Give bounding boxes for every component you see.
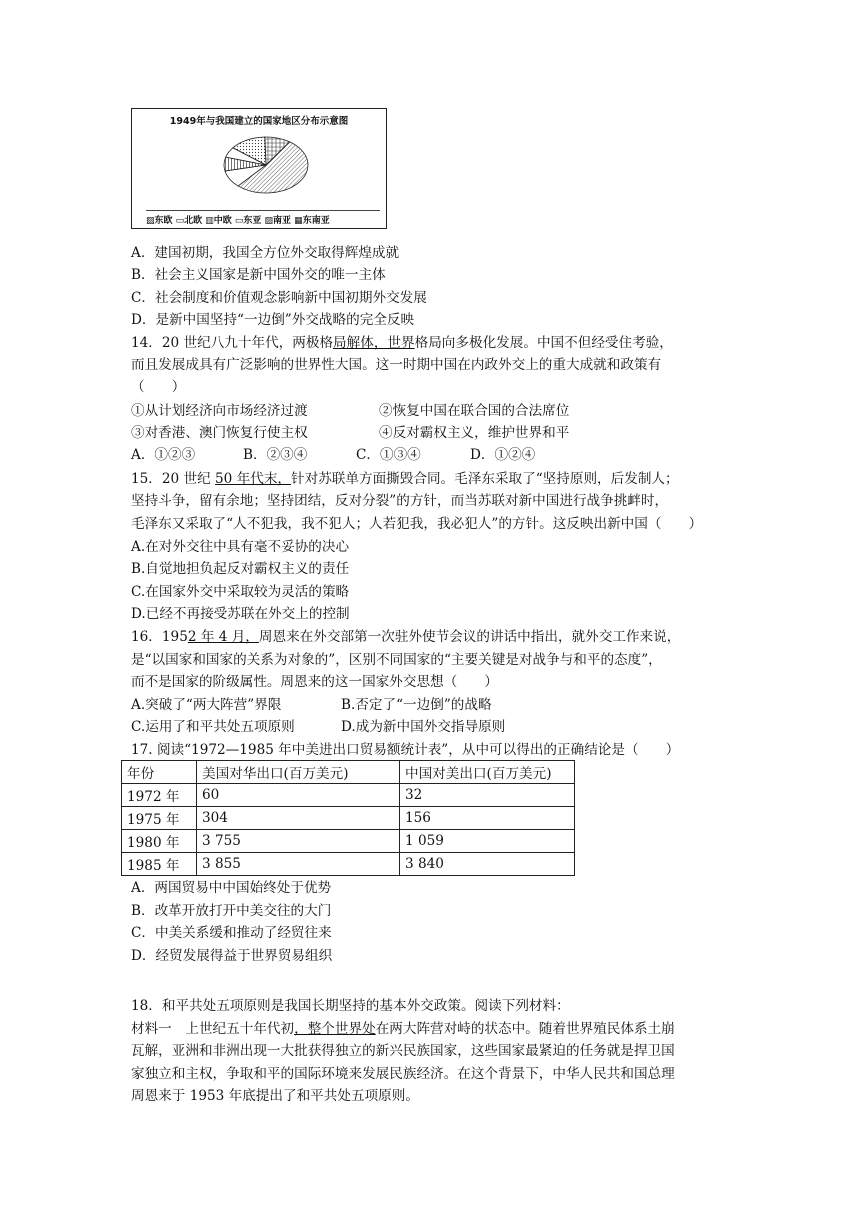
q15-option-b: B.自觉地担负起反对霸权主义的责任 xyxy=(131,561,350,577)
q17-option-d: D．经贸发展得益于世界贸易组织 xyxy=(131,948,333,964)
table-header-cell: 中国对美出口(百万美元) xyxy=(400,761,575,784)
table-header-cell: 年份 xyxy=(122,761,197,784)
q14-stem-line1: 14．20 世纪八九十年代，两极格局解体，世界格局向多极化发展。中国不但经受住考验， xyxy=(131,335,673,351)
table-cell: 1975 年 xyxy=(122,807,197,830)
pie-chart xyxy=(218,133,314,197)
q18-material-line4: 周恩来于 1953 年底提出了和平共处五项原则。 xyxy=(131,1088,419,1104)
q13-option-b: B．社会主义国家是新中国外交的唯一主体 xyxy=(131,267,386,283)
q15-option-c: C.在国家外交中采取较为灵活的策略 xyxy=(131,584,350,600)
q14-item-3: ③对香港、澳门恢复行使主权 xyxy=(131,425,308,441)
q18-material-line1: 材料一 上世纪五十年代初，整个世界处在两大阵营对峙的状态中。随着世界殖民体系土崩 xyxy=(131,1021,675,1037)
table-row xyxy=(122,853,575,876)
q18-stem: 18．和平共处五项原则是我国长期坚持的基本外交政策。阅读下列材料： xyxy=(131,998,570,1014)
table-cell: 32 xyxy=(400,784,575,807)
q14-option-d: D．①②④ xyxy=(470,447,536,463)
table-cell: 60 xyxy=(197,784,400,807)
table-cell: 3 840 xyxy=(400,853,575,876)
figure-title: 1949年与我国建立的国家地区分布示意图 xyxy=(169,116,349,127)
q15-stem-line3: 毛泽东又采取了“人不犯我，我不犯人；人若犯我，我必犯人”的方针。这反映出新中国（ ） xyxy=(131,516,703,532)
q14-stem-line2: 而且发展成具有广泛影响的世界性大国。这一时期中国在内政外交上的重大成就和政策有 xyxy=(131,357,662,373)
q15-option-d: D.已经不再接受苏联在外交上的控制 xyxy=(131,606,350,622)
table-cell: 1 059 xyxy=(400,830,575,853)
table-header-cell: 美国对华出口(百万美元) xyxy=(197,761,400,784)
q14-item-1: ①从计划经济向市场经济过渡 xyxy=(131,403,308,419)
q18-material-line3: 家独立和主权，争取和平的国际环境来发展民族经济。在这个背景下，中华人民共和国总理 xyxy=(131,1066,675,1082)
q17-stem: 17. 阅读“1972—1985 年中美进出口贸易额统计表”，从中可以得出的正确结论是（ ） xyxy=(131,742,680,758)
q14-option-b: B．②③④ xyxy=(243,447,308,463)
table-row xyxy=(122,784,575,807)
q16-option-b: B.否定了“一边倒”的战略 xyxy=(341,697,492,713)
table-row xyxy=(122,807,575,830)
q14-option-c: C．①③④ xyxy=(356,447,421,463)
q16-option-d: D.成为新中国外交指导原则 xyxy=(341,719,506,735)
table-cell: 1972 年 xyxy=(122,784,197,807)
q14-item-2: ②恢复中国在联合国的合法席位 xyxy=(379,403,570,419)
q17-option-c: C．中美关系缓和推动了经贸往来 xyxy=(131,925,332,941)
q14-item-4: ④反对霸权主义，维护世界和平 xyxy=(379,425,570,441)
q16-stem-line3: 而不是国家的阶级属性。周恩来的这一国家外交思想（ ） xyxy=(131,674,499,690)
table-cell: 304 xyxy=(197,807,400,830)
q13-option-c: C．社会制度和价值观念影响新中国初期外交发展 xyxy=(131,290,427,306)
figure-legend: ▨东欧 ▭北欧 ▥中欧 ▭东亚 ▨南亚 ▦东南亚 xyxy=(146,210,380,226)
table-cell: 3 855 xyxy=(197,853,400,876)
q15-stem-line1: 15．20 世纪 50 年代末，针对苏联单方面撕毁合同。毛泽东采取了“坚持原则，后发制人； xyxy=(131,471,679,487)
q15-stem-line2: 坚持斗争，留有余地；坚持团结，反对分裂”的方针，而当苏联对新中国进行战争挑衅时， xyxy=(131,493,669,509)
q16-option-a: A.突破了“两大阵营”界限 xyxy=(131,697,282,713)
q16-stem-line1: 16．1952 年 4 月，周恩来在外交部第一次驻外使节会议的讲话中指出，就外交工作来说， xyxy=(131,629,681,645)
q16-option-c: C.运用了和平共处五项原则 xyxy=(131,719,295,735)
table-cell: 1980 年 xyxy=(122,830,197,853)
q13-option-a: A．建国初期，我国全方位外交取得辉煌成就 xyxy=(131,245,400,261)
table-row xyxy=(122,830,575,853)
trade-table xyxy=(121,760,575,876)
table-cell: 3 755 xyxy=(197,830,400,853)
table-header-row xyxy=(122,761,575,784)
q16-stem-line2: 是“以国家和国家的关系为对象的”，区别不同国家的“主要关键是对战争与和平的态度”， xyxy=(131,652,662,668)
table-cell: 1985 年 xyxy=(122,853,197,876)
q17-option-a: A．两国贸易中中国始终处于优势 xyxy=(131,880,332,896)
q15-option-a: A.在对外交往中具有毫不妥协的决心 xyxy=(131,539,350,555)
q14-option-a: A．①②③ xyxy=(131,447,196,463)
q17-option-b: B．改革开放打开中美交往的大门 xyxy=(131,903,332,919)
q13-option-d: D．是新中国坚持“一边倒”外交战略的完全反映 xyxy=(131,312,415,328)
pie-chart-figure xyxy=(131,108,387,229)
table-cell: 156 xyxy=(400,807,575,830)
q14-answer-blank: （ ） xyxy=(131,379,186,395)
q18-material-line2: 瓦解，亚洲和非洲出现一大批获得独立的新兴民族国家，这些国家最紧迫的任务就是捍卫国 xyxy=(131,1043,675,1059)
